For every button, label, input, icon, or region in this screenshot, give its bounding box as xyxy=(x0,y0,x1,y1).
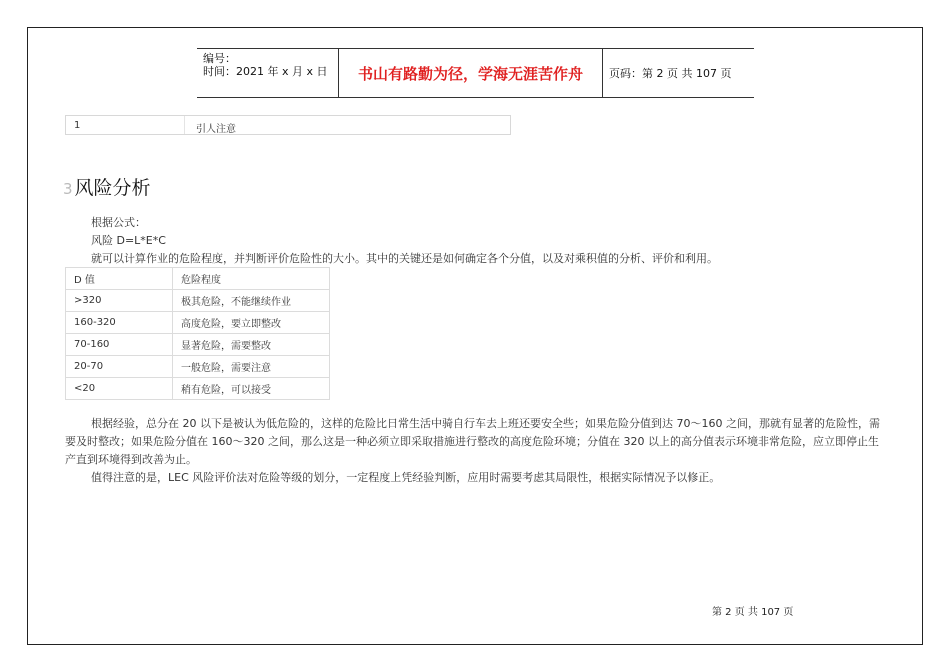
header-motto: 书山有路勤为径，学海无涯苦作舟 xyxy=(338,49,603,97)
danger-level-cell: 高度危险，要立即整改 xyxy=(173,312,330,334)
table-row xyxy=(66,290,330,312)
time-label: 时间：2021 年 x 月 x 日 xyxy=(203,65,328,78)
header-danger-level: 危险程度 xyxy=(173,268,330,290)
section-title: 风险分析 xyxy=(74,177,151,199)
d-value-cell: 20-70 xyxy=(66,356,173,378)
formula-equation: 风险 D=L*E*C xyxy=(91,234,166,247)
section-heading xyxy=(63,173,151,200)
header-page-info: 页码：第 2 页 共 107 页 xyxy=(609,67,732,80)
danger-level-cell: 极其危险，不能继续作业 xyxy=(173,290,330,312)
d-value-cell: >320 xyxy=(66,290,173,312)
danger-level-cell: 一般危险，需要注意 xyxy=(173,356,330,378)
header-d-value: D 值 xyxy=(66,268,173,290)
note-paragraph: 值得注意的是，LEC 风险评价法对危险等级的划分，一定程度上凭经验判断，应用时需要考虑其局限性，根据实际情况予以修正。 xyxy=(91,471,721,484)
header-meta xyxy=(197,49,337,97)
d-value-cell: 160-320 xyxy=(66,312,173,334)
table-row xyxy=(66,334,330,356)
table-row xyxy=(66,356,330,378)
document-header xyxy=(197,48,754,98)
experience-paragraph: 根据经验，总分在 20 以下是被认为低危险的，这样的危险比日常生活中骑自行车去上班还要安全些；如果危险分值到达 70～160 之间，那就有显著的危险性，需要及时整改；如果危险分值在 160～320 之间，那么这是一种必须立即采取措施进行整改的高度危险环境；分值在 320 以上的高分值表示环境非常危险，应立即停止生产直到环境得到改善为止。 xyxy=(65,417,880,466)
page-footer: 第 2 页 共 107 页 xyxy=(712,607,794,618)
danger-level-cell: 显著危险，需要整改 xyxy=(173,334,330,356)
section-number: 3 xyxy=(63,180,73,198)
row-text: 引人注意 xyxy=(196,124,236,135)
table-row xyxy=(65,115,511,135)
formula-explanation: 就可以计算作业的危险程度，并判断评价危险性的大小。其中的关键还是如何确定各个分值，以及对乘积值的分析、评价和利用。 xyxy=(91,252,718,265)
d-value-cell: <20 xyxy=(66,378,173,400)
danger-level-cell: 稍有危险，可以接受 xyxy=(173,378,330,400)
table-header-row xyxy=(66,268,330,290)
table-row xyxy=(66,378,330,400)
row-index: 1 xyxy=(74,120,81,131)
formula-intro: 根据公式： xyxy=(91,216,146,229)
cell-divider xyxy=(184,116,185,134)
d-value-cell: 70-160 xyxy=(66,334,173,356)
table-row xyxy=(66,312,330,334)
doc-number-label: 编号： xyxy=(203,52,236,65)
risk-level-table xyxy=(65,267,330,400)
